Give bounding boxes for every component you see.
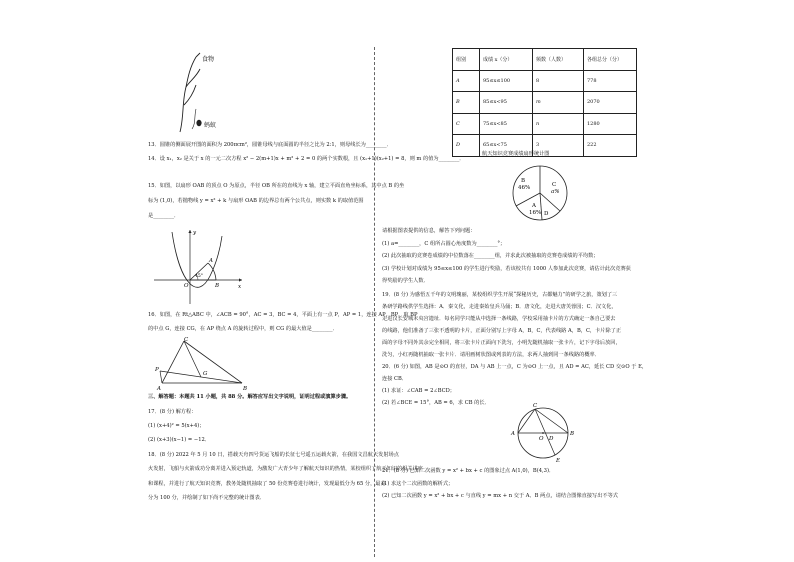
fig16-p-label: P (155, 367, 159, 373)
fig20-d-label: D (549, 436, 554, 442)
question-19-line3: 走进汉长安城未央宫遗址．每名同学只能从中选择一条线路，学校采用抽卡片的方式确定一条自己要去 (382, 316, 616, 322)
ant-food-figure (170, 47, 230, 135)
fig15-b-label: B (215, 283, 220, 289)
food-label: 食物 (202, 56, 215, 63)
question-20-part2: (2) 若∠BCE = 15°，AB = 6，求 CB 的长． (382, 400, 490, 406)
table-cell: n (533, 113, 584, 135)
fig20-b-label: B (570, 431, 575, 437)
parabola-sector-figure (150, 226, 245, 306)
fig15-o-label: O (184, 283, 189, 289)
question-19-line1: 19．(8 分) 为感悟五千年的文明瑰丽，某校组织学生开展“探秘历史，古都魅力”的研学之旅，策划了三 (382, 292, 618, 298)
question-20-line1: 20．(6 分) 如图，AB 是⊙O 的直径，DA 与 AB 上一点，C 为⊙O 上一点，且 AD = AC，延长 CD 交⊙O 于 E， (382, 364, 648, 370)
q18-answer3b: 得奖励的学生人数． (382, 278, 429, 284)
question-21-part1: (1) 求这个二次函数的解析式； (382, 481, 454, 487)
question-13: 13．圆锥的侧面展开图的面积为 200πcm²，圆锥母线与底面圆的半径之比为 2:1，则母线长为________． (148, 142, 392, 148)
score-table (452, 48, 637, 157)
fig20-a-label: A (511, 431, 515, 437)
question-19-line2: 条研学路线供学生选择：A．秦文化，走进秦始皇兵马俑；B．唐文化，走进大唐芙蓉园；C．汉文化， (382, 304, 617, 310)
question-15-line2: 标为 (1,0)，若抛物线 y = x² + k 与扇形 OAB 的边界总有两个公共点，则实数 k 的取值范围 (148, 198, 364, 204)
question-15-line3: 是________． (148, 213, 180, 219)
table-cell: 3 (533, 135, 584, 157)
fig16-b-label: B (243, 386, 248, 392)
column-divider (374, 47, 375, 557)
fig16-c-label: C (184, 337, 189, 343)
table-cell: D (453, 135, 480, 157)
question-21-line1: 21．(8 分) 已知二次函数 y = x² + bx + c 的图象过点 A(1,0)，B(4,3)． (382, 468, 555, 474)
question-19-line4: 的线路，他们准备了三张不透明的卡片，正面分别写上字母 A，B，C，代表线路 A，B，C，卡片除了正 (382, 328, 622, 334)
fig15-y-label: y (193, 230, 197, 236)
table-cell: 8 (533, 70, 584, 92)
pie-b-pct: 46% (518, 185, 531, 191)
fig20-c-label: C (533, 403, 538, 409)
table-header-cell: 频数（人数） (533, 49, 584, 71)
table-cell: C (453, 113, 480, 135)
table-cell: B (453, 92, 480, 114)
table-cell: 85≤x<95 (480, 92, 533, 114)
pie-b-label: B (521, 178, 526, 184)
question-17-part2: (2) (x+3)(x−1) = −12． (148, 437, 211, 443)
circle-figure (505, 402, 585, 464)
table-cell: 75≤x<85 (480, 113, 533, 135)
pie-d-label: D (544, 211, 549, 217)
fig20-o-label: O (539, 436, 544, 442)
question-18-line1: 18．(8 分) 2022 年 5 月 10 日，搭载天舟四号货运飞船的长征七号遥五运载火箭，在我国文昌航天发射场点 (148, 452, 399, 458)
section-3-heading: 三、解答题：本题共 11 小题，共 88 分。解答应写出文字说明，证明过程或演算步骤。 (148, 394, 352, 400)
q18-ask: 请根据图表提供的信息，解答下列问题： (382, 228, 476, 234)
table-header-cell: 成绩 x（分） (480, 49, 533, 71)
triangle-figure (154, 335, 254, 393)
question-16-line2: 的中点 G，连接 CG，在 AP 绕点 A 的旋转过程中，则 CG 的最大值是________． (148, 326, 338, 332)
fig15-x-label: x (238, 284, 242, 290)
table-cell: 1280 (584, 113, 637, 135)
fig15-angle-label: 45° (195, 274, 203, 279)
ant-label: 蚂蚁 (204, 122, 217, 129)
fig15-a-label: A (209, 258, 213, 264)
pie-chart (508, 162, 572, 224)
q18-answer3: (3) 学校计划对成绩为 95≤x≤100 的学生进行奖励，若该校共有 1000 人参加此次竞赛，请估计此次竞赛获 (382, 266, 631, 272)
q18-answer1: (1) a=________，C 组所占圆心角度数为________°； (382, 241, 506, 247)
question-14: 14．设 x₁，x₂ 是关于 x 的一元二次方程 x² − 2(m+1)x + m² + 2 = 0 的两个实数根，且 (x₁+1)(x₂+1) = 8，则 m 的值为________． (148, 156, 465, 162)
pie-c-label: C (552, 182, 557, 188)
table-row (453, 70, 637, 92)
question-19-line6: 洗匀，小红再随机抽取一张卡片．请用画树状图或列表的方法，求两人抽到同一条线路的概率． (382, 352, 600, 358)
q18-answer2: (2) 此次抽取的竞赛卷成绩的中位数落在________组，并求此次被抽取的竞赛卷成绩的平均数； (382, 253, 599, 259)
question-18-line4: 分为 100 分，并绘制了如下尚不完整的统计图表． (148, 495, 265, 501)
question-20-line2: 连接 CB． (382, 376, 407, 382)
table-cell: 778 (584, 70, 637, 92)
pie-chart-title: 航天知识竞赛成绩扇形统计图 (482, 151, 550, 157)
question-18-line2: 火发射，飞船与火箭成功分离并进入预定轨道，为激发广大青少年了解航天知识的热情，某校组织了航天知识的相关讲座 (148, 466, 423, 472)
table-cell: 222 (584, 135, 637, 157)
table-header-cell: 组别 (453, 49, 480, 71)
question-19-line5: 面的字母不同外其余完全相同，将三张卡片正面向下洗匀，小明先随机抽取一张卡片，记下字母后放回， (382, 340, 621, 346)
pie-slice-border (516, 193, 540, 206)
fig16-g-label: G (203, 371, 208, 377)
table-row (453, 113, 637, 135)
table-cell: 95≤x≤100 (480, 70, 533, 92)
pie-c-pct: a% (551, 189, 560, 195)
table-cell: 65≤x<75 (480, 135, 533, 157)
question-20-part1: (1) 求证：∠CAB = 2∠BCD； (382, 388, 455, 394)
table-row (453, 92, 637, 114)
table-cell: 2070 (584, 92, 637, 114)
pie-slice-border (540, 193, 560, 211)
question-17: 17．(8 分) 解方程： (148, 409, 197, 415)
question-15-line1: 15．如图，以扇形 OAB 的顶点 O 为原点，半径 OB 所在的直线为 x 轴，建立平面直角坐标系，其中点 B 的坐 (148, 183, 405, 189)
table-header-cell: 各组总分（分） (584, 49, 637, 71)
table-cell: A (453, 70, 480, 92)
pie-a-pct: 16% (529, 210, 542, 216)
question-16-line1: 16．如图，在 Rt△ABC 中，∠ACB = 90°，AC = 3，BC = 4，平面上有一点 P，AP = 1，连接 AP，BP，取 BP (148, 312, 418, 318)
fig16-a-label: A (157, 386, 161, 392)
table-header-row (453, 49, 637, 71)
fig20-e-label: E (556, 458, 561, 464)
pie-a-label: A (532, 203, 536, 209)
question-18-line3: 和课程，并进行了航天知识竞赛，教务处随机抽取了 50 份竞赛卷进行统计，发现最低分为 65 分，最高 (148, 481, 386, 487)
question-21-part2: (2) 已知二次函数 y = x² + bx + c 与直线 y = mx + n 交于 A、B 两点，请结合图像直接写出不等式 (382, 493, 618, 499)
table-cell: m (533, 92, 584, 114)
question-17-part1: (1) (x+4)² = 5(x+4)； (148, 423, 205, 429)
